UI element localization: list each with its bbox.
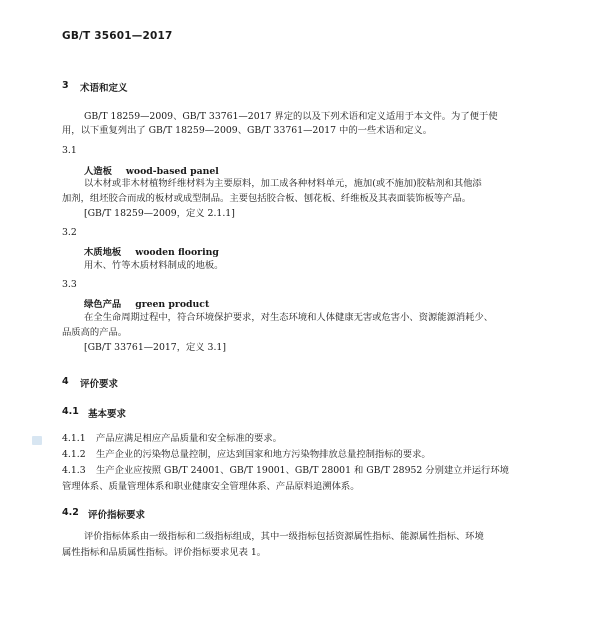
term-3-1-zh: 人造板 — [84, 166, 112, 177]
item-4-1-3-text-line2: 管理体系、质量管理体系和职业健康安全管理体系、产品原料追溯体系。 — [62, 481, 360, 492]
section-4-title: 评价要求 — [80, 379, 119, 390]
section-4-2-line2: 属性指标和品质属性指标。评价指标要求见表 1。 — [62, 547, 267, 558]
term-3-1-en: wood-based panel — [125, 166, 219, 177]
term-3-3-def-line2: 品质高的产品。 — [62, 327, 128, 338]
section-4-1-title: 基本要求 — [88, 409, 127, 420]
section-4-1-number: 4.1 — [62, 406, 79, 417]
term-3-2-zh: 木质地板 — [84, 247, 122, 258]
item-4-1-2-text: 生产企业的污染物总量控制，应达到国家和地方污染物排放总量控制指标的要求。 — [96, 449, 431, 460]
term-3-3-number: 3.3 — [62, 279, 77, 290]
term-3-3-source: [GB/T 33761—2017，定义 3.1] — [84, 342, 226, 353]
term-3-1-def-line1: 以木材或非木材植物纤维材料为主要原料，加工成各种材料单元，施加(或不施加)胶粘剂和其他添 — [84, 178, 482, 189]
term-3-1-heading — [84, 163, 219, 177]
item-4-1-1-text: 产品应满足相应产品质量和安全标准的要求。 — [96, 433, 282, 444]
section-3-intro-line2: 用，以下重复列出了 GB/T 18259—2009、GB/T 33761—2017 中的一些术语和定义。 — [62, 125, 433, 136]
section-3-number: 3 — [62, 80, 69, 91]
term-3-3-zh: 绿色产品 — [84, 299, 122, 310]
term-3-2-en: wooden flooring — [135, 247, 219, 258]
margin-mark — [32, 436, 42, 445]
term-3-2-def-line1: 用木、竹等木质材料制成的地板。 — [84, 260, 224, 271]
term-3-3-heading — [84, 296, 209, 310]
term-3-1-source: [GB/T 18259—2009，定义 2.1.1] — [84, 208, 235, 219]
term-3-2-heading — [84, 244, 219, 258]
item-4-1-2-number: 4.1.2 — [62, 449, 86, 460]
term-3-2-number: 3.2 — [62, 227, 77, 238]
term-3-1-def-line2: 加剂，组坯胶合而成的板材或成型制品。主要包括胶合板、刨花板、纤维板及其表面装饰板等产品。 — [62, 193, 472, 204]
section-4-2-title: 评价指标要求 — [88, 510, 146, 521]
standard-code-header: GB/T 35601—2017 — [62, 30, 173, 42]
section-3-title: 术语和定义 — [80, 83, 128, 94]
term-3-3-en: green product — [135, 299, 210, 310]
term-3-1-number: 3.1 — [62, 145, 77, 156]
term-3-3-def-line1: 在全生命周期过程中，符合环境保护要求，对生态环境和人体健康无害或危害小、资源能源消耗少、 — [84, 312, 494, 323]
section-4-number: 4 — [62, 376, 69, 387]
section-4-2-number: 4.2 — [62, 507, 79, 518]
item-4-1-1-number: 4.1.1 — [62, 433, 86, 444]
section-3-intro-line1: GB/T 18259—2009、GB/T 33761—2017 界定的以及下列术语和定义适用于本文件。为了便于使 — [84, 111, 498, 122]
section-4-2-line1: 评价指标体系由一级指标和二级指标组成，其中一级指标包括资源属性指标、能源属性指标、环境 — [84, 531, 484, 542]
item-4-1-3-text-line1: 生产企业应按照 GB/T 24001、GB/T 19001、GB/T 28001 和 GB/T 28952 分别建立并运行环境 — [96, 465, 509, 476]
item-4-1-3-number: 4.1.3 — [62, 465, 86, 476]
